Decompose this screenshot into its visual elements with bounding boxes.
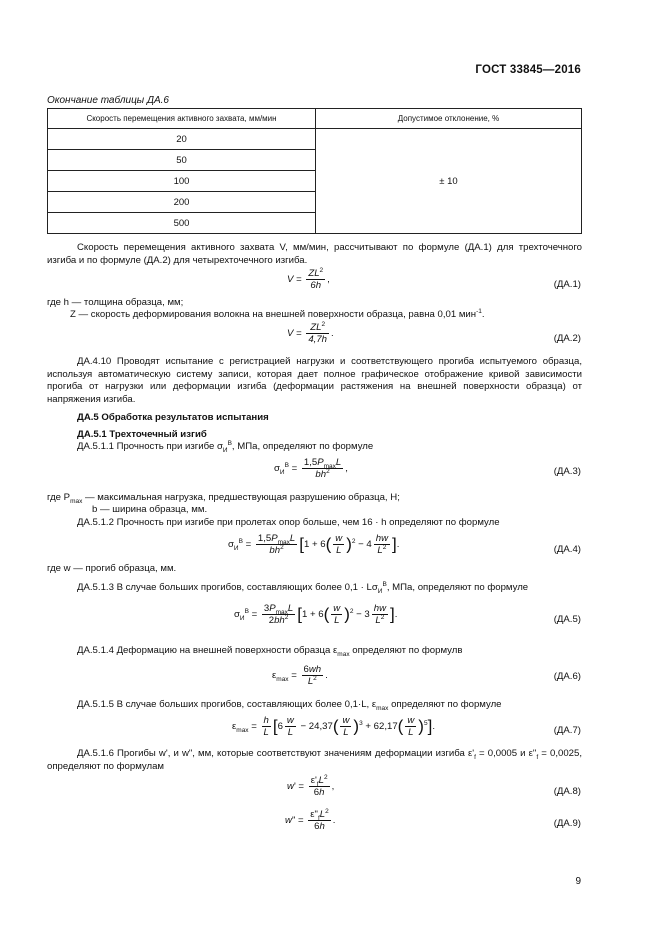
table-cell-speed: 50 [48, 150, 316, 171]
where-w: где w — прогиб образца, мм. [47, 563, 177, 574]
paragraph-speed: Скорость перемещения активного захвата V, мм/мин, рассчитывают по формуле (ДА.1) для трехточечного изгиба и по формуле (ДА.2) для четырехточечного изгиба. [47, 242, 582, 266]
equation-da5: $\sigma_И^В$ = $\frac{3P_{max}L}{2bh^2}$ [1 + 6( $\frac{w}{L}$ )$^2$ − 3 $\frac{hw}{L^2}$ ]. [234, 603, 398, 626]
equation-da3: $\sigma_И^В$ = $\frac{1,5P_{max}L}{bh^2}$ , [274, 457, 348, 480]
speed-tolerance-table [47, 108, 582, 234]
equation-number: (ДА.6) [553, 671, 581, 682]
table-cell-speed: 100 [48, 171, 316, 192]
equation-da1: V = $\frac{ZL^2}{6h}$ , [287, 266, 330, 291]
equation-number: (ДА.5) [553, 614, 581, 625]
paragraph-4-10: ДА.4.10 Проводят испытание с регистрацией нагрузки и соответствующего прогиба испытуемого образца, используя автоматическую систему записи, которая дает полное графическое отображение кривой зависимости прогиба от нагрузки или деформации изгиба (деформации растяжения на внешней поверхности образца) от напряжения изгиба. [47, 356, 582, 405]
equation-number: (ДА.7) [553, 725, 581, 736]
where-b: b — ширина образца, мм. [92, 504, 208, 515]
paragraph-5-1-6: ДА.5.1.6 Прогибы w', и w", мм, которые соответствуют значениям деформации изгиба $\varepsilon'_f = 0,0005$ и $\varepsilon"_f = 0,0025$, определяют по формулам [47, 748, 582, 772]
paragraph-5-1-4: ДА.5.1.4 Деформацию на внешней поверхности образца $\varepsilon_{max}$ определяют по формулв [77, 645, 463, 658]
equation-da7: $\varepsilon_{max}$ = $\frac{h}{L}$ [6 $\frac{w}{L}$ − 24,37( $\frac{w}{L}$ )$^3$ + 62,17( $\frac{w}{L}$ )$^5$]. [232, 715, 435, 738]
equation-number: (ДА.8) [553, 786, 581, 797]
table-cell-tolerance: ± 10 [316, 129, 582, 234]
equation-number: (ДА.2) [553, 333, 581, 344]
paragraph-5-1-1: ДА.5.1.1 Прочность при изгибе $\sigma_И^В$, МПа, определяют по формуле [77, 439, 374, 454]
page-number: 9 [575, 876, 581, 887]
table-header-speed: Скорость перемещения активного захвата, мм/мин [48, 109, 316, 129]
table-cell-speed: 500 [48, 213, 316, 234]
where-p: где $P_{max}$ — максимальная нагрузка, предшествующая разрушению образца, Н; [47, 492, 400, 505]
equation-da6: $\varepsilon_{max}$ = $\frac{6wh}{L^2}$ . [272, 664, 328, 687]
table-caption: Окончание таблицы ДА.6 [47, 95, 169, 106]
equation-da8: w' = $\frac{\varepsilon'_fL^2}{6h}$ , [287, 773, 335, 798]
table-cell-speed: 20 [48, 129, 316, 150]
table-header-tolerance: Допустимое отклонение, % [316, 109, 582, 129]
equation-da2: V = $\frac{ZL^2}{4,7h}$ . [287, 320, 334, 345]
equation-da9: w" = $\frac{\varepsilon"_fL^2}{6h}$ . [285, 807, 336, 832]
equation-number: (ДА.1) [553, 279, 581, 290]
equation-number: (ДА.9) [553, 818, 581, 829]
table-cell-speed: 200 [48, 192, 316, 213]
section-heading: ДА.5 Обработка результатов испытания [77, 412, 269, 423]
paragraph-5-1-3: ДА.5.1.3 В случае больших прогибов, составляющих более $0,1 \cdot L\sigma_И^В$, МПа, определяют по формуле [77, 580, 529, 595]
document-header: ГОСТ 33845—2016 [475, 64, 581, 76]
equation-number: (ДА.3) [553, 466, 581, 477]
paragraph-5-1-2: ДА.5.1.2 Прочность при изгибе при пролетах опор больше, чем 16 · h определяют по формуле [77, 517, 500, 528]
where-h: где h — толщина образца, мм; [47, 297, 184, 308]
subsection-heading: ДА.5.1 Трехточечный изгиб [77, 429, 207, 440]
equation-da4: $\sigma_И^В$ = $\frac{1,5P_{max}L}{bh^2}$ [1 + 6( $\frac{w}{L}$ )$^2$ − 4 $\frac{hw}{L^2}$ ]. [228, 533, 400, 556]
where-z: Z — скорость деформирования волокна на внешней поверхности образца, равна 0,01 мин$^{-1}$. [70, 307, 485, 320]
equation-number: (ДА.4) [553, 544, 581, 555]
paragraph-5-1-5: ДА.5.1.5 В случае больших прогибов, составляющих более 0,1·L, $\varepsilon_{max}$ определяют по формуле [77, 699, 502, 712]
